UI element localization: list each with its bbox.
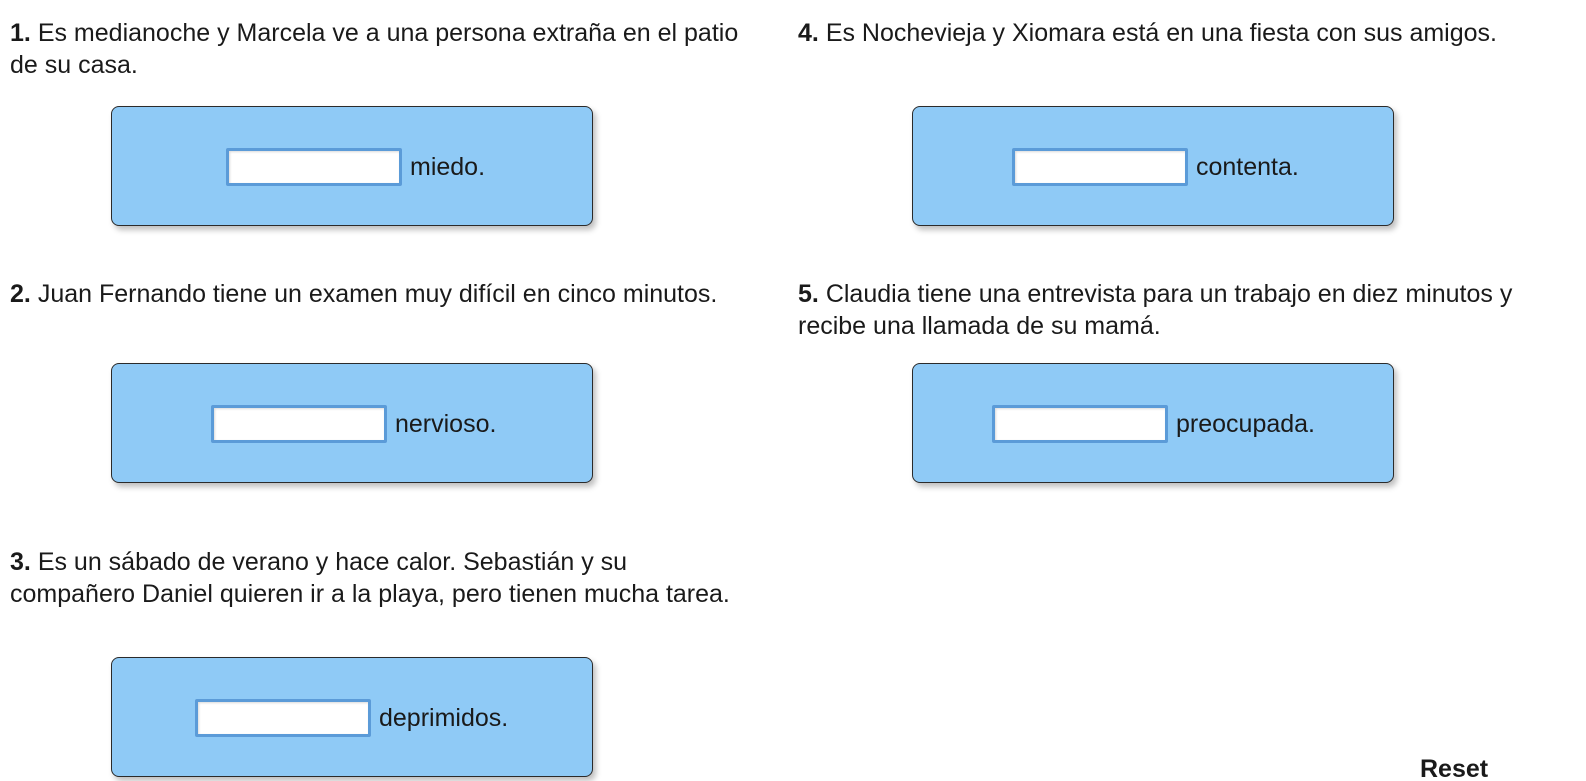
answer-suffix: preocupada. [1176,409,1316,438]
answer-box-4 [912,106,1394,226]
answer-suffix: contenta. [1196,152,1299,181]
question-number: 2. [10,280,31,308]
answer-input-4[interactable] [1012,148,1188,186]
answer-input-5[interactable] [992,405,1168,443]
question-5 [798,278,1518,342]
reset-button[interactable]: Reset [1420,755,1488,781]
question-text: Juan Fernando tiene un examen muy difícil en cinco minutos. [37,280,718,308]
question-text: Claudia tiene una entrevista para un trabajo en diez minutos y recibe una llamada de su mamá. [798,280,1513,340]
answer-suffix: nervioso. [395,409,497,438]
answer-box-5 [912,363,1394,483]
question-text: Es medianoche y Marcela ve a una persona extraña en el patio de su casa. [10,19,739,79]
question-3 [10,546,740,610]
question-2 [10,278,730,310]
answer-suffix: miedo. [410,152,486,181]
answer-box-3 [111,657,593,777]
answer-input-2[interactable] [211,405,387,443]
answer-box-2 [111,363,593,483]
question-number: 3. [10,548,31,576]
answer-input-3[interactable] [195,699,371,737]
question-number: 4. [798,19,819,47]
question-4 [798,17,1518,49]
answer-suffix: deprimidos. [379,703,509,732]
question-number: 1. [10,19,31,47]
question-1 [10,17,760,81]
answer-box-1 [111,106,593,226]
question-number: 5. [798,280,819,308]
question-text: Es Nochevieja y Xiomara está en una fiesta con sus amigos. [825,19,1497,47]
answer-input-1[interactable] [226,148,402,186]
question-text: Es un sábado de verano y hace calor. Sebastián y su compañero Daniel quieren ir a la playa, pero tienen mucha tarea. [10,548,730,608]
